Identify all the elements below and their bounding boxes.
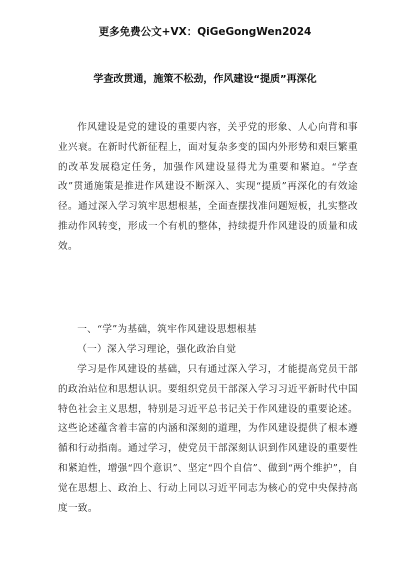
section-heading: 一、“学”为基础，筑牢作风建设思想根基 [77,324,257,335]
subsection-heading: （一）深入学习理论，强化政治自觉 [77,344,237,355]
document-title: 学查改贯通，施策不松劲，作风建设“提质”再深化 [93,74,317,85]
body-paragraph: 学习是作风建设的基础，只有通过深入学习，才能提高党员干部的政治站位和思想认识。要组织党员干部深入学习习近平新时代中国特色社会主义思想，特别是习近平总书记关于作风建设的重要论述。这些论述蕴含着丰富的内涵和深刻的道理，为作风建设提供了根本遵循和行动指南。通过学习，使党员干部深刻认识到作风建设的重要性和紧迫性，增强“四个意识”、坚定“四个自信”、做到“两个维护”，自觉在思想上、政治上、行动上同以习近平同志为核心的党中央保持高度一致。 [58,364,359,514]
intro-paragraph: 作风建设是党的建设的重要内容，关乎党的形象、人心向背和事业兴衰。在新时代新征程上，面对复杂多变的国内外形势和艰巨繁重的改革发展稳定任务，加强作风建设显得尤为重要和紧迫。“学查改”贯通施策是推进作风建设不断深入、实现“提质”再深化的有效途径。通过深入学习筑牢思想根基，全面查摆找准问题短板，扎实整改推动作风转变，形成一个有机的整体，持续提升作风建设的质量和成效。 [58,122,358,252]
page-header: 更多免费公文+VX：QiGeGongWen2024 [98,26,312,38]
body-text-block [58,360,358,518]
